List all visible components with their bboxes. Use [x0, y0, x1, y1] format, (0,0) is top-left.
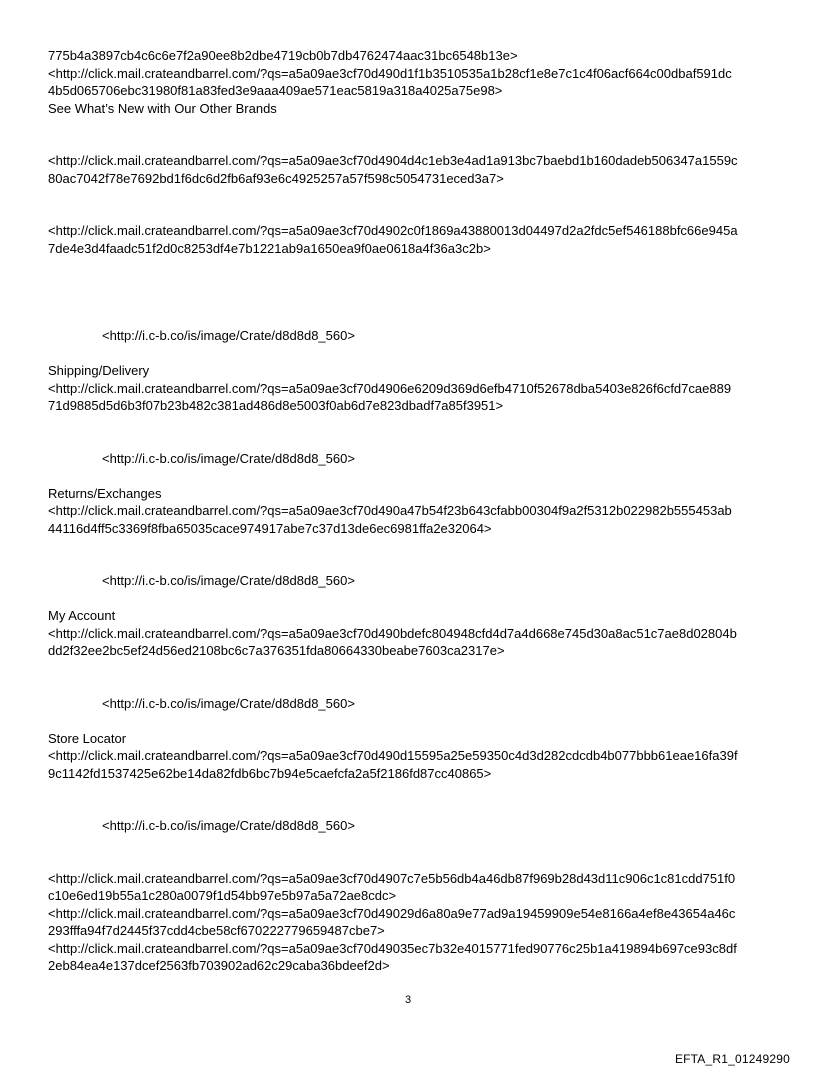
url-continuation: 775b4a3897cb4c6c6e7f2a90ee8b2dbe4719cb0b7db4762474aac31bc6548b13e>: [48, 48, 518, 63]
link-text[interactable]: <http://click.mail.crateandbarrel.com/?qs=a5a09ae3cf70d49035ec7b32e4015771fed90776c25b1a419894b697ce93c8df: [48, 940, 737, 956]
section-heading-other-brands: See What’s New with Our Other Brands: [48, 100, 277, 116]
brand-link-2[interactable]: <http://click.mail.crateandbarrel.com/?qs=a5a09ae3cf70d4902c0f1869a43880013d04497d2a2fdc5ef546188bfc66e945a 7de4e3d4faadc51f2d0c8253df4e7b1221ab9a1650ea9f0ae0618a4f36a3c2b>: [48, 223, 738, 256]
image-reference: <http://i.c-b.co/is/image/Crate/d8d8d8_560>: [102, 328, 355, 343]
section-title-my-account: My Account: [48, 608, 116, 623]
image-reference: <http://i.c-b.co/is/image/Crate/d8d8d8_560>: [102, 450, 355, 466]
link-text[interactable]: 2eb84ea4e137dcef2563fb703902ad62c29caba36bdeef2d>: [48, 958, 390, 973]
link-text[interactable]: 9c1142fd1537425e62be14da82fdb6bc7b94e5caefcfa2a5f2186fd87cc40865>: [48, 765, 492, 781]
section-title-shipping-delivery: Shipping/Delivery: [48, 363, 150, 378]
link-text[interactable]: <http://click.mail.crateandbarrel.com/?qs=a5a09ae3cf70d490a47b54f23b643cfabb00304f9a2f5312b022982b555453ab: [48, 503, 732, 518]
image-reference: <http://i.c-b.co/is/image/Crate/d8d8d8_560>: [102, 573, 355, 588]
link-text[interactable]: 44116d4ff5c3369f8fba65035cace974917abe7c37d13de6ec6981ffa2e32064>: [48, 520, 492, 536]
footer-links: [48, 870, 778, 975]
link-text[interactable]: <http://click.mail.crateandbarrel.com/?qs=a5a09ae3cf70d4906e6209d369d6efb4710f52678dba5403e826f6cfd7cae889: [48, 380, 732, 396]
link-text[interactable]: 71d9885d5d6b3f07b23b482c381ad486d8e5003f0ab6d7e823dbadf7a85f3951>: [48, 398, 504, 413]
link-text[interactable]: <http://click.mail.crateandbarrel.com/?qs=a5a09ae3cf70d4907c7e5b56db4a46db87f969b28d43d11c906c1c81cdd751f0: [48, 870, 736, 886]
image-reference: <http://i.c-b.co/is/image/Crate/d8d8d8_560>: [102, 818, 355, 833]
image-reference: <http://i.c-b.co/is/image/Crate/d8d8d8_560>: [102, 695, 355, 711]
bates-number: EFTA_R1_01249290: [674, 1052, 790, 1066]
link-text[interactable]: <http://click.mail.crateandbarrel.com/?qs=a5a09ae3cf70d49029d6a80a9e77ad9a19459909e54e8166a4ef8e43654a46c: [48, 905, 736, 921]
link-text[interactable]: <http://click.mail.crateandbarrel.com/?qs=a5a09ae3cf70d490d1f1b3510535a1b28cf1e8e7c1c4f06acf664c00dbaf591dc: [48, 65, 732, 81]
link-text[interactable]: 293fffa94f7d2445f37cdd4cbe58cf670222779659487cbe7>: [48, 923, 385, 938]
section-title-store-locator: Store Locator: [48, 730, 127, 746]
link-text[interactable]: <http://click.mail.crateandbarrel.com/?qs=a5a09ae3cf70d490bdefc804948cfd4d7a4d668e745d30a8ac51c7ae8d02804b: [48, 625, 737, 641]
link-text[interactable]: c10e6ed19b55a1c280a0079f1d54bb97e5b97a5a72ae8cdc>: [48, 888, 397, 903]
page-number: 3: [404, 994, 412, 1006]
section-title-returns-exchanges: Returns/Exchanges: [48, 485, 162, 501]
document-body: [48, 47, 778, 975]
link-text[interactable]: <http://click.mail.crateandbarrel.com/?qs=a5a09ae3cf70d490d15595a25e59350c4d3d282cdcdb4b077bbb61eae16fa39f: [48, 748, 738, 763]
top-block: [48, 47, 778, 117]
link-text[interactable]: dd2f32ee2bc5ef24d56ed2108bc6c7a376351fda80664330beabe7603ca2317e>: [48, 643, 505, 658]
brand-link-1[interactable]: <http://click.mail.crateandbarrel.com/?qs=a5a09ae3cf70d4904d4c1eb3e4ad1a913bc7baebd1b160dadeb506347a1559c 80ac7042f78e7692bd1f6dc6d2fb6af93e6c4925257a57f598c5054731eced3a7>: [48, 153, 738, 186]
link-text[interactable]: 4b5d065706ebc31980f81a83fed3e9aaa409ae571eac5819a318a4025a75e98>: [48, 83, 503, 98]
